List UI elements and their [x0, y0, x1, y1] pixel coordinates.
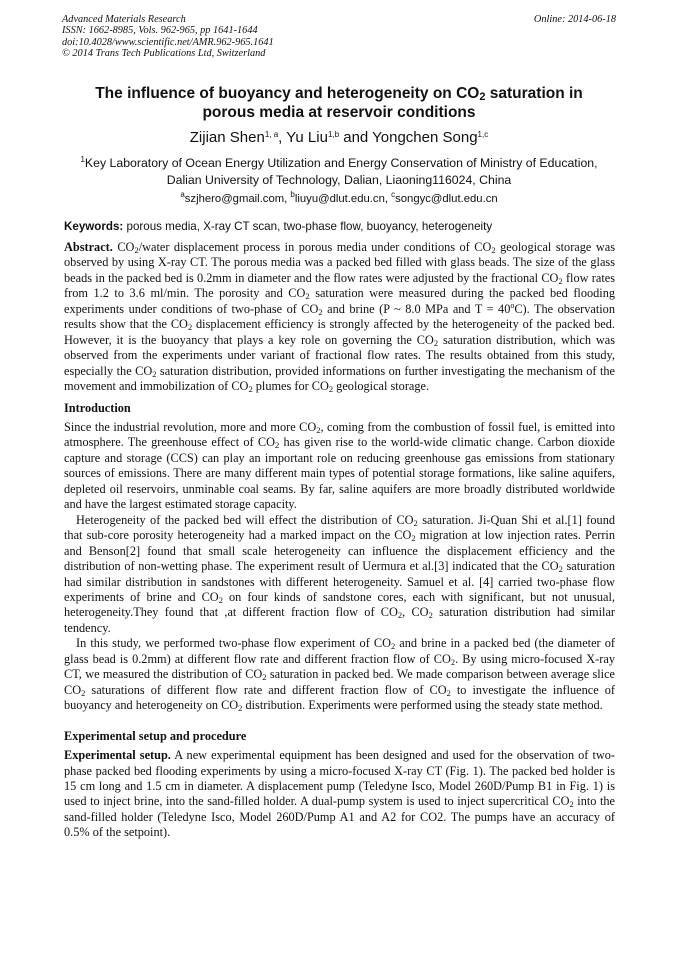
author-emails: $^a$szjhero@gmail.com, $^b$liuyu@dlut.edu.cn, $^c$songyc@dlut.edu.cn — [180, 190, 498, 205]
journal-name: Advanced Materials Research — [62, 14, 186, 25]
experimental-setup-label: Experimental setup. — [64, 748, 171, 763]
experimental-heading: Experimental setup and procedure — [64, 728, 247, 743]
online-date: Online: 2014-06-18 — [533, 14, 616, 25]
journal-info — [62, 14, 274, 59]
keywords-text: porous media, X-ray CT scan, two-phase flow, buoyancy, heterogeneity — [123, 220, 493, 233]
doi-line: doi:10.4028/www.scientific.net/AMR.962-965.1641 — [62, 36, 274, 48]
abstract-label: Abstract. — [64, 240, 113, 254]
intro-paragraph-1: Since the industrial revolution, more and more $CO_2$, coming from the combustion of fossil fuel, is emitted into atmosphere. The greenhouse effect of $CO_2$ has given rise to the world-wide climatic change. Carbon dioxide capture and storage (CCS) can play an important role on reducing greenhouse gas emissions from stationary sources of emissions. There are many different main types of potential storage formations, like saline aquifers, depleted oil reservoirs, unminable coal seams. By far, saline aquifers are more broadly distributed worldwide and have the largest estimated storage capacity. — [64, 419, 615, 512]
author-list: Zijian Shen$^{1, a}$, Yu Liu$^{1,b}$ and Yongchen Song$^{1,c}$ — [189, 129, 489, 146]
issn-line: ISSN: 1662-8985, Vols. 962-965, pp 1641-1644 — [62, 25, 258, 37]
copyright-line: © 2014 Trans Tech Publications Ltd, Switzerland — [62, 47, 266, 59]
keywords — [64, 220, 616, 234]
introduction-heading: Introduction — [64, 400, 131, 415]
paper-title: The influence of buoyancy and heterogeneity on $CO_2$ saturation in porous media at reservoir conditions — [95, 85, 583, 121]
email-b[interactable]: liuyu@dlut.edu.cn, — [294, 193, 392, 205]
email-c[interactable]: songyc@dlut.edu.cn — [395, 193, 498, 205]
affiliation: $^1$Key Laboratory of Ocean Energy Utilization and Energy Conservation of Ministry of Education, Dalian University of Technology, Dalian, Liaoning116024, China — [80, 155, 598, 187]
email-a[interactable]: szjhero@gmail.com, — [184, 193, 291, 205]
intro-paragraph-2: Heterogeneity of the packed bed will effect the distribution of $CO_2$ saturation. Ji-Quan Shi et al.[1] found that sub-core porosity heterogeneity had a marked impact on the $CO_2$ migration at low injection rates. Perrin and Benson[2] found that small scale heterogeneity can influence the displacement efficiency and the distribution of non-wetting phase. The experiment result of Uermura et al.[3] indicated that the $CO_2$ saturation had similar distribution in sandstones with different heterogeneity. Samuel et al. [4] carried two-phase flow experiments of brine and $CO_2$ on four kinds of sandstone cores, each with significant, but not unusual, heterogeneity.They found that ,at different fraction flow of $CO_2$, $CO_2$ saturation distribution had similar tendency. — [64, 512, 616, 635]
paper-body — [64, 240, 615, 841]
experimental-paragraph: Experimental setup. A new experimental equipment has been designed and used for the observation of two-phase packed bed flooding experiments by using a micro-focused X-ray CT (Fig. 1). The packed bed holder is 15 cm long and 1.5 cm in diameter. A displacement pump (Teledyne Isco, Model 260D/Pump B1 in Fig. 1) is used to inject brine, into the sand-filled holder. A dual-pump system is used to inject supercritical $CO_2$ into the sand-filled holder (Teledyne Isco, Model 260D/Pump A1 and A2 for CO2. The pumps have an accuracy of 0.5% of the setpoint). — [64, 748, 616, 840]
keywords-label: Keywords: — [64, 220, 124, 233]
page-header — [62, 14, 616, 59]
intro-paragraph-3: In this study, we performed two-phase flow experiment of $CO_2$ and brine in a packed bed (the diameter of glass bead is 0.2mm) at different flow rate and different fraction flow of $CO_2$. By using micro-focused X-ray CT, we measured the distribution of $CO_2$ saturation in packed bed. We made comparison between average slice $CO_2$ saturations of different flow rate and different fraction flow of $CO_2$ to investigate the influence of buoyancy and heterogeneity on $CO_2$ distribution. Experiments were performed using the steady state method. — [64, 636, 616, 714]
abstract: Abstract. $CO_2$/water displacement process in porous media under conditions of $CO_2$ geological storage was observed by using X-ray CT. The porous media was a packed bed filled with glass beads. The size of the glass beads in the packed bed is 0.2mm in diameter and the flow rates were adjusted by the fractional $CO_2$ flow rates from 1.2 to 3.6 ml/min. The porosity and $CO_2$ saturation were measured during the packed bed flooding experiments under conditions of two-phase of $CO_2$ and brine (P ~ 8.0 MPa and $T = 40^oC$). The observation results show that the $CO_2$ displacement efficiency is strongly affected by the heterogeneity of the packed bed. However, it is the buoyancy that plays a key role on governing the $CO_2$ saturation distribution, which was observed from the experiments under variant of fractional flow rates. The results obtained from this study, especially the $CO_2$ saturation distribution, provided informations on further investigating the mechanism of the movement and immobilization of $CO_2$ plumes for $CO_2$ geological storage. — [64, 240, 616, 395]
